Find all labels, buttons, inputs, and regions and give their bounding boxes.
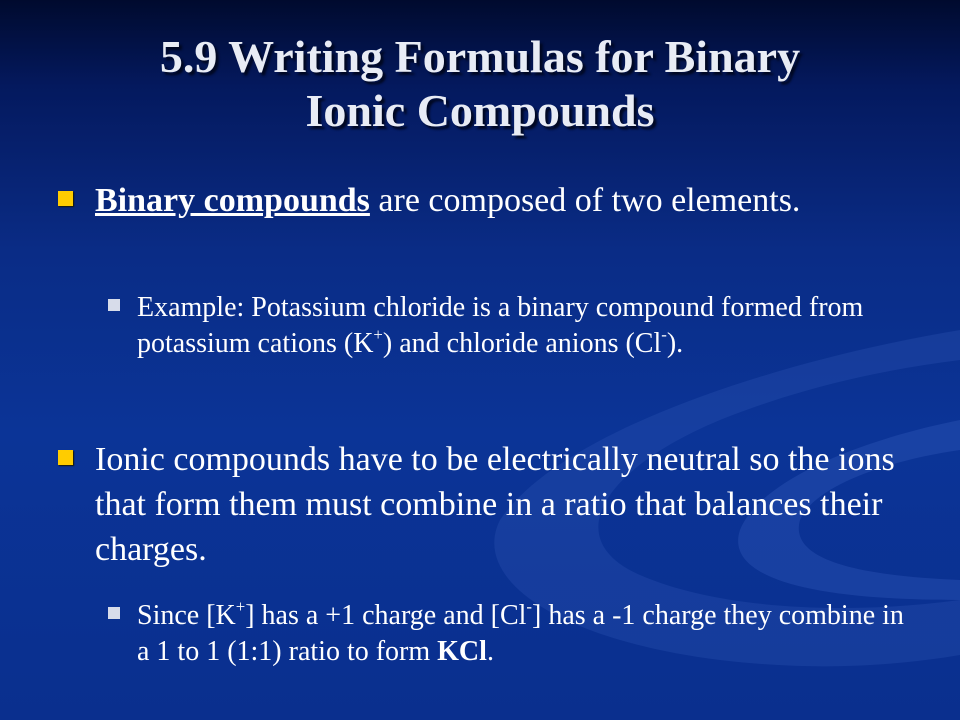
square-bullet-icon — [108, 607, 120, 619]
term-binary-compounds: Binary compounds — [95, 182, 370, 219]
square-bullet-icon — [58, 450, 73, 465]
charge-superscript: - — [526, 596, 533, 616]
title-line-2: Ionic Compounds — [305, 85, 655, 136]
bullet-binary-compounds — [58, 178, 918, 223]
bullet-ionic-neutral — [58, 437, 918, 572]
slide-title — [40, 30, 920, 138]
title-line-1: 5.9 Writing Formulas for Binary — [159, 31, 801, 82]
bullet-text — [95, 178, 918, 223]
text-part: ] has a +1 charge and [Cl — [245, 600, 527, 631]
text-part: Since [K — [137, 600, 236, 631]
text-part: ) and chloride anions (Cl — [382, 328, 662, 359]
bullet-text-rest: are composed of two elements. — [378, 182, 801, 219]
sub-bullet-text — [137, 598, 908, 670]
text-part: ] has a -1 charge they combine in a 1 to 1 (1:1) ratio to form — [137, 600, 904, 667]
sub-bullet-text — [137, 290, 908, 362]
formula-kcl: KCl — [437, 636, 487, 667]
charge-superscript: + — [235, 596, 246, 616]
sub-bullet-kcl — [108, 598, 908, 670]
text-part: Example: Potassium chloride is a binary compound formed from potassium cations (K — [137, 292, 864, 359]
square-bullet-icon — [58, 191, 73, 206]
text-part: . — [486, 636, 494, 667]
sub-bullet-example — [108, 290, 908, 362]
square-bullet-icon — [108, 299, 120, 311]
charge-superscript: - — [661, 324, 667, 344]
charge-superscript: + — [373, 324, 383, 344]
bullet-text: Ionic compounds have to be electrically neutral so the ions that form them must combine in a ratio that balances their charges. — [95, 441, 895, 568]
text-part: ). — [666, 328, 684, 359]
